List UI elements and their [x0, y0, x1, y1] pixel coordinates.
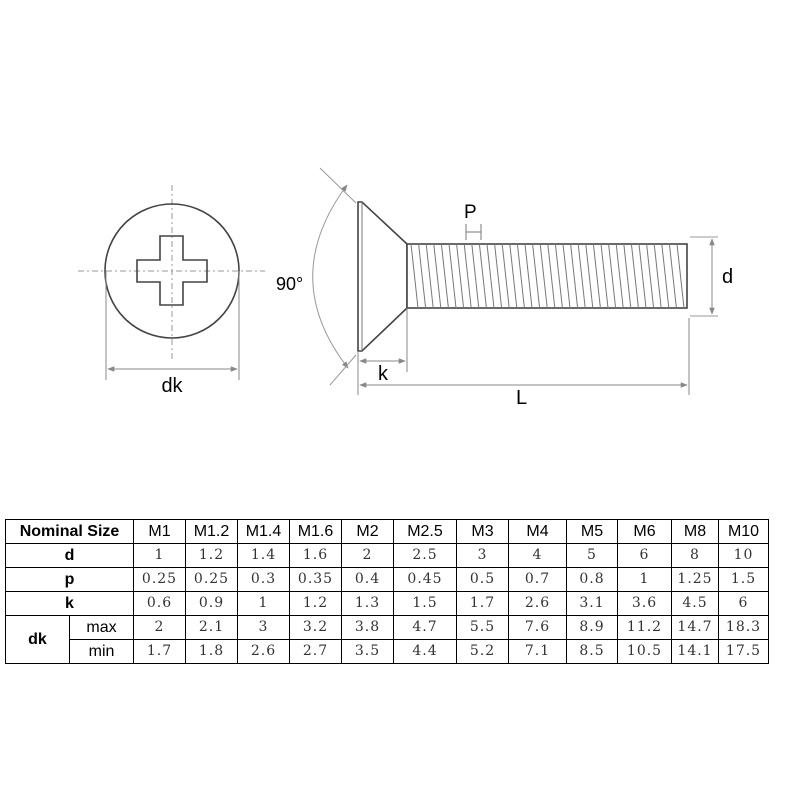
table-cell: 4.4	[394, 640, 457, 664]
table-cell: 2.1	[186, 616, 238, 640]
size-header-cell: M1.2	[186, 520, 238, 544]
table-cell: 2.5	[394, 544, 457, 568]
size-header-cell: M3	[457, 520, 509, 544]
dk-label: dk	[161, 375, 183, 397]
table-cell: 0.6	[134, 592, 186, 616]
row-label: p	[6, 568, 134, 592]
size-header-cell: M2.5	[394, 520, 457, 544]
size-header-cell: M8	[672, 520, 719, 544]
table-cell: 0.5	[457, 568, 509, 592]
table-cell: 3.5	[342, 640, 394, 664]
table-cell: 3.2	[290, 616, 342, 640]
table-cell: 17.5	[719, 640, 769, 664]
table-cell: 2	[342, 544, 394, 568]
countersunk-head	[358, 202, 407, 351]
dk-max-label: max	[70, 616, 134, 640]
table-cell: 4.5	[672, 592, 719, 616]
table-cell: 0.7	[509, 568, 567, 592]
table-cell: 14.1	[672, 640, 719, 664]
table-cell: 3.6	[618, 592, 672, 616]
table-cell: 18.3	[719, 616, 769, 640]
table-cell: 7.1	[509, 640, 567, 664]
table-cell: 1.2	[290, 592, 342, 616]
table-row-dk-max	[6, 616, 769, 640]
table-cell: 0.9	[186, 592, 238, 616]
size-header-cell: M1	[134, 520, 186, 544]
size-header-cell: M2	[342, 520, 394, 544]
table-cell: 5.5	[457, 616, 509, 640]
table-cell: 0.35	[290, 568, 342, 592]
table-cell: 0.25	[134, 568, 186, 592]
table-cell: 0.45	[394, 568, 457, 592]
table-header-row	[6, 520, 769, 544]
table-cell: 3	[238, 616, 290, 640]
table-row-dk-min	[6, 640, 769, 664]
table-cell: 7.6	[509, 616, 567, 640]
nominal-size-header: Nominal Size	[6, 520, 134, 544]
table-cell: 2.7	[290, 640, 342, 664]
L-label: L	[516, 387, 528, 409]
table-cell: 1.2	[186, 544, 238, 568]
angle-label: 90°	[276, 274, 304, 294]
table-cell: 1.4	[238, 544, 290, 568]
table-cell: 6	[618, 544, 672, 568]
table-cell: 10.5	[618, 640, 672, 664]
table-cell: 1	[618, 568, 672, 592]
table-cell: 14.7	[672, 616, 719, 640]
size-header-cell: M1.6	[290, 520, 342, 544]
table-cell: 0.8	[567, 568, 618, 592]
table-cell: 1	[238, 592, 290, 616]
table-cell: 2.6	[509, 592, 567, 616]
table-cell: 8.9	[567, 616, 618, 640]
table-row-p	[6, 568, 769, 592]
table-cell: 3.8	[342, 616, 394, 640]
table-cell: 5	[567, 544, 618, 568]
table-cell: 0.3	[238, 568, 290, 592]
table-cell: 1.7	[134, 640, 186, 664]
row-label: d	[6, 544, 134, 568]
table-cell: 1	[134, 544, 186, 568]
head-top-view	[78, 185, 265, 397]
table-cell: 2.6	[238, 640, 290, 664]
table-cell: 1.8	[186, 640, 238, 664]
table-row-k	[6, 592, 769, 616]
size-header-cell: M6	[618, 520, 672, 544]
table-cell: 1.25	[672, 568, 719, 592]
size-header-cell: M5	[567, 520, 618, 544]
table-cell: 3.1	[567, 592, 618, 616]
table-cell: 8	[672, 544, 719, 568]
table-cell: 1.3	[342, 592, 394, 616]
table-cell: 10	[719, 544, 769, 568]
table-cell: 4.7	[394, 616, 457, 640]
table-cell: 1.5	[394, 592, 457, 616]
angle-extension-bottom	[330, 355, 356, 385]
table-cell: 8.5	[567, 640, 618, 664]
row-label: k	[6, 592, 134, 616]
angle-arc	[313, 185, 348, 368]
table-cell: 2	[134, 616, 186, 640]
d-label: d	[722, 266, 734, 288]
size-header-cell: M1.4	[238, 520, 290, 544]
k-label: k	[378, 363, 388, 385]
table-cell: 1.5	[719, 568, 769, 592]
size-spec-table	[5, 519, 769, 664]
table-cell: 3	[457, 544, 509, 568]
table-cell: 5.2	[457, 640, 509, 664]
table-cell: 11.2	[618, 616, 672, 640]
dk-min-label: min	[70, 640, 134, 664]
table-cell: 4	[509, 544, 567, 568]
table-cell: 0.4	[342, 568, 394, 592]
table-cell: 6	[719, 592, 769, 616]
table-cell: 1.6	[290, 544, 342, 568]
dk-row-label: dk	[6, 616, 70, 664]
table-cell: 1.7	[457, 592, 509, 616]
table-row-d	[6, 544, 769, 568]
screw-side-view	[276, 168, 733, 409]
size-header-cell: M10	[719, 520, 769, 544]
pitch-label: P	[464, 202, 477, 223]
table-cell: 0.25	[186, 568, 238, 592]
size-header-cell: M4	[509, 520, 567, 544]
